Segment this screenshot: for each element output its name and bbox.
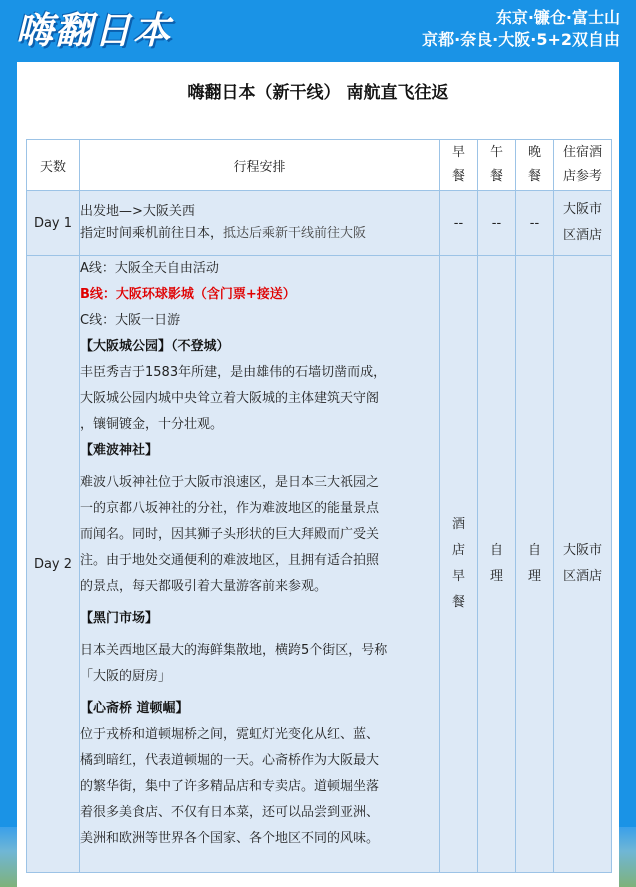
day2-line-c: C线：大阪一日游 xyxy=(80,313,181,328)
day2-dinner: 自 理 xyxy=(516,256,554,873)
header-itinerary: 行程安排 xyxy=(80,140,440,191)
day1-line2: 指定时间乘机前往日本，抵达后乘新干线前往大阪 xyxy=(80,226,367,241)
day1-hotel: 大阪市 区酒店 xyxy=(554,191,612,256)
section-title-kuromon-market: 【黑门市场】 xyxy=(80,611,159,626)
section-title-shinsaibashi: 【心斋桥 道顿崛】 xyxy=(80,701,189,716)
brand-logo: 嗨翻日本 xyxy=(16,9,172,52)
day1-dinner: -- xyxy=(516,191,554,256)
itinerary-table xyxy=(26,139,612,873)
header-banner xyxy=(0,0,636,62)
day1-breakfast: -- xyxy=(440,191,478,256)
table-row xyxy=(27,191,612,256)
day2-label: Day 2 xyxy=(27,256,80,873)
day1-lunch: -- xyxy=(478,191,516,256)
route-line-2: 京都·奈良·大阪·5+2双自由 xyxy=(422,30,620,49)
section-text-kuromon-market: 日本关西地区最大的海鲜集散地，横跨5个街区，号称 「大阪的厨房」 xyxy=(80,643,388,684)
day2-line-a: A线：大阪全天自由活动 xyxy=(80,261,219,276)
section-text-osaka-castle: 丰臣秀吉于1583年所建，是由雄伟的石墙切凿而成， 大阪城公园内城中央耸立着大阪城的主体建筑天守阁 ，镶铜镀金，十分壮观。 xyxy=(80,365,387,432)
route-line-1: 东京·镰仓·富士山 xyxy=(495,8,620,27)
header-hotel: 住宿酒 店参考 xyxy=(554,140,612,191)
day2-breakfast: 酒 店 早 餐 xyxy=(440,256,478,873)
day1-label: Day 1 xyxy=(27,191,80,256)
section-title-namba-shrine: 【难波神社】 xyxy=(80,443,159,458)
day2-itinerary xyxy=(80,256,440,873)
day1-line1: 出发地—>大阪关西 xyxy=(80,204,195,219)
header-dinner: 晚 餐 xyxy=(516,140,554,191)
header-breakfast: 早 餐 xyxy=(440,140,478,191)
table-header-row xyxy=(27,140,612,191)
day2-lunch: 自 理 xyxy=(478,256,516,873)
day2-hotel: 大阪市 区酒店 xyxy=(554,256,612,873)
section-text-shinsaibashi: 位于戎桥和道顿堀桥之间，霓虹灯光变化从红、蓝、 橘到暗红，代表道顿堀的一天。心斋桥作为大阪最大 的繁华街，集中了许多精品店和专卖店。道顿堀坐落 着很多美食店、不仅有日本菜，还可以品尝到亚洲、 美洲和欧洲等世界各个国家、各个地区不同的风味。 xyxy=(80,727,380,846)
document-title: 嗨翻日本（新干线） 南航直飞往返 xyxy=(187,83,449,103)
itinerary-sheet xyxy=(17,62,619,887)
header-lunch: 午 餐 xyxy=(478,140,516,191)
section-text-namba-shrine: 难波八坂神社位于大阪市浪速区，是日本三大祇园之 一的京都八坂神社的分社，作为难波地区的能量景点 而闻名。同时，因其狮子头形状的巨大拜殿而广受关 注。由于地处交通便利的难波地区，且拥有适合拍照 的景点，每天都吸引着大量游客前来参观。 xyxy=(80,475,380,594)
day2-line-b: B线：大阪环球影城（含门票+接送） xyxy=(80,287,296,302)
day1-itinerary xyxy=(80,191,440,256)
section-title-osaka-castle: 【大阪城公园】（不登城） xyxy=(80,339,230,354)
header-day: 天数 xyxy=(27,140,80,191)
table-row xyxy=(27,256,612,873)
